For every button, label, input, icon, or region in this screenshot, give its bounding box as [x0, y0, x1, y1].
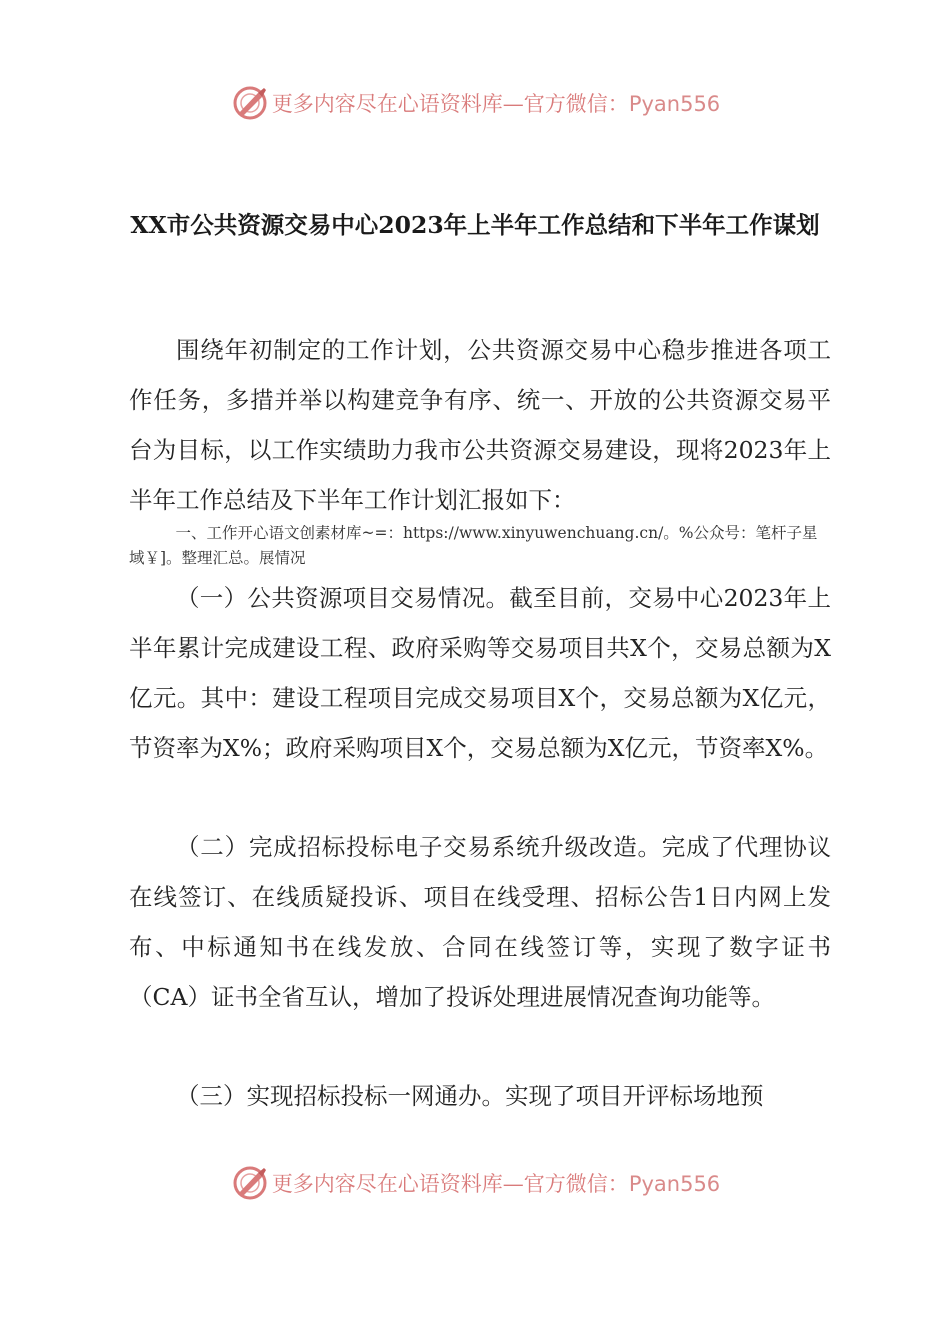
document-title: XX市公共资源交易中心2023年上半年工作总结和下半年工作谋划	[130, 211, 820, 239]
watermark-banner-top	[0, 80, 950, 126]
watermark-text: 更多内容尽在心语资料库—官方微信：Pyan556	[271, 1172, 721, 1196]
section-3-paragraph: （三）实现招标投标一网通办。实现了项目开评标场地预	[176, 1082, 764, 1110]
section-2-paragraph: （二）完成招标投标电子交易系统升级改造。完成了代理协议在线签订、在线质疑投诉、项目在线受理、招标公告1日内网上发布、中标通知书在线发放、合同在线签订等，实现了数字证书（CA）证书全省互认，增加了投诉处理进展情况查询功能等。	[129, 833, 831, 1011]
pen-nib-logo-icon	[230, 83, 270, 123]
pen-nib-logo-icon	[230, 1163, 270, 1203]
watermark-banner-bottom	[0, 1160, 950, 1206]
section-1-paragraph: （一）公共资源项目交易情况。截至目前，交易中心2023年上半年累计完成建设工程、政府采购等交易项目共X个，交易总额为X亿元。其中：建设工程项目完成交易项目X个，交易总额为X亿元，节资率为X%；政府采购项目X个，交易总额为X亿元，节资率X%。	[129, 584, 831, 762]
intro-paragraph: 围绕年初制定的工作计划，公共资源交易中心稳步推进各项工作任务，多措并举以构建竞争有序、统一、开放的公共资源交易平台为目标，以工作实绩助力我市公共资源交易建设，现将2023年上半年工作总结及下半年工作计划汇报如下：	[129, 336, 831, 514]
watermark-contact: Pyan556	[628, 92, 721, 116]
section-note: 一、工作开心语文创素材库~=：https://www.xinyuwenchuang.cn/。%公众号：笔杆子星域￥]。整理汇总。展情况	[129, 524, 818, 567]
watermark-text: 更多内容尽在心语资料库—官方微信：Pyan556	[271, 92, 721, 116]
watermark-contact: Pyan556	[628, 1172, 721, 1196]
